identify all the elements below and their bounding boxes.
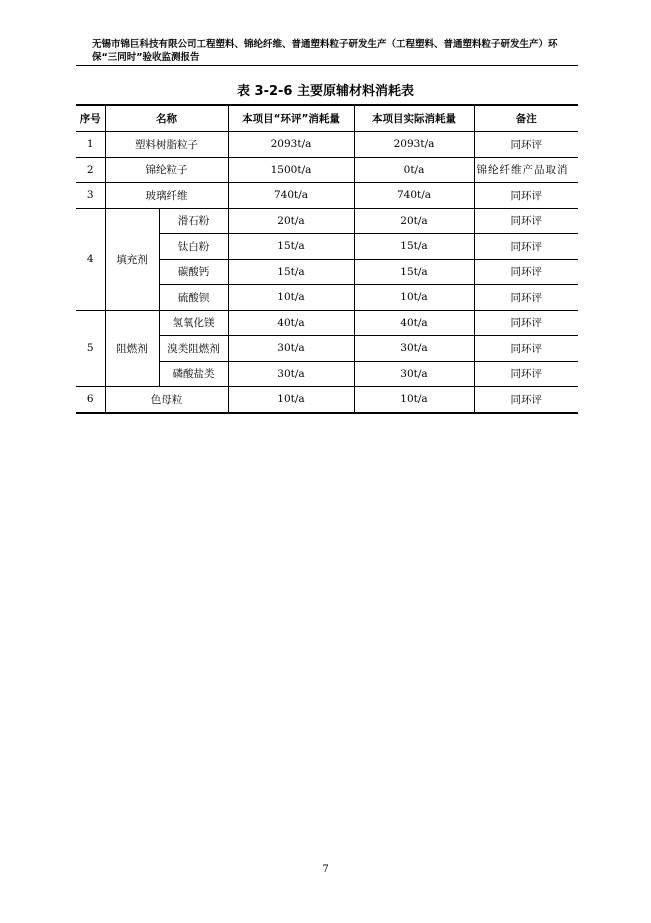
row-actual: 40t/a <box>354 310 474 336</box>
header-note: 备注 <box>474 105 578 132</box>
table-title: 表 3-2-6 主要原辅材料消耗表 <box>237 84 414 99</box>
table-row <box>76 208 578 234</box>
row-note: 同环评 <box>474 234 578 260</box>
row-eia: 30t/a <box>228 361 354 387</box>
row-actual: 740t/a <box>354 183 474 209</box>
row-seq: 2 <box>76 157 105 183</box>
row-actual: 10t/a <box>354 387 474 413</box>
row-name: 滑石粉 <box>159 208 228 234</box>
row-eia: 740t/a <box>228 183 354 209</box>
row-eia: 10t/a <box>228 387 354 413</box>
row-eia: 20t/a <box>228 208 354 234</box>
row-note: 同环评 <box>474 132 578 158</box>
row-name: 色母粒 <box>105 387 228 413</box>
table-row <box>76 183 578 209</box>
header-eia: 本项目“环评”消耗量 <box>228 105 354 132</box>
header-seq: 序号 <box>76 105 105 132</box>
group-seq: 5 <box>76 310 105 387</box>
row-note: 同环评 <box>474 285 578 311</box>
row-name: 钛白粉 <box>159 234 228 260</box>
group-category: 阻燃剂 <box>105 310 159 387</box>
row-actual: 15t/a <box>354 234 474 260</box>
row-note: 同环评 <box>474 208 578 234</box>
row-note: 同环评 <box>474 259 578 285</box>
row-note: 同环评 <box>474 387 578 413</box>
row-seq: 6 <box>76 387 105 413</box>
row-actual: 30t/a <box>354 336 474 362</box>
row-actual: 2093t/a <box>354 132 474 158</box>
row-actual: 15t/a <box>354 259 474 285</box>
page-number: 7 <box>322 864 329 875</box>
materials-consumption-table <box>76 104 578 414</box>
row-name: 碳酸钙 <box>159 259 228 285</box>
table-row <box>76 310 578 336</box>
table-header-row <box>76 105 578 132</box>
row-note: 同环评 <box>474 336 578 362</box>
row-actual: 10t/a <box>354 285 474 311</box>
row-eia: 2093t/a <box>228 132 354 158</box>
row-note: 同环评 <box>474 183 578 209</box>
page-header: 无锡市锦巨科技有限公司工程塑料、锦纶纤维、普通塑料粒子研发生产（工程塑料、普通塑料粒子研发生产）环保“三同时”验收监测报告 <box>92 39 558 63</box>
row-seq: 1 <box>76 132 105 158</box>
row-eia: 15t/a <box>228 234 354 260</box>
table-row <box>76 157 578 183</box>
row-name: 氢氧化镁 <box>159 310 228 336</box>
row-eia: 10t/a <box>228 285 354 311</box>
row-seq: 3 <box>76 183 105 209</box>
row-eia: 15t/a <box>228 259 354 285</box>
row-name: 磷酸盐类 <box>159 361 228 387</box>
row-name: 锦纶粒子 <box>105 157 228 183</box>
row-name: 塑料树脂粒子 <box>105 132 228 158</box>
table-row <box>76 387 578 413</box>
row-name: 玻璃纤维 <box>105 183 228 209</box>
row-note: 同环评 <box>474 361 578 387</box>
row-actual: 20t/a <box>354 208 474 234</box>
table-row <box>76 132 578 158</box>
group-category: 填充剂 <box>105 208 159 310</box>
row-actual: 0t/a <box>354 157 474 183</box>
row-note: 同环评 <box>474 310 578 336</box>
header-actual: 本项目实际消耗量 <box>354 105 474 132</box>
group-seq: 4 <box>76 208 105 310</box>
row-actual: 30t/a <box>354 361 474 387</box>
row-eia: 1500t/a <box>228 157 354 183</box>
row-name: 溴类阻燃剂 <box>159 336 228 362</box>
row-name: 硫酸钡 <box>159 285 228 311</box>
row-eia: 30t/a <box>228 336 354 362</box>
row-note: 锦纶纤维产品取消 <box>474 157 578 183</box>
row-eia: 40t/a <box>228 310 354 336</box>
header-name: 名称 <box>105 105 228 132</box>
header-divider <box>76 65 578 66</box>
